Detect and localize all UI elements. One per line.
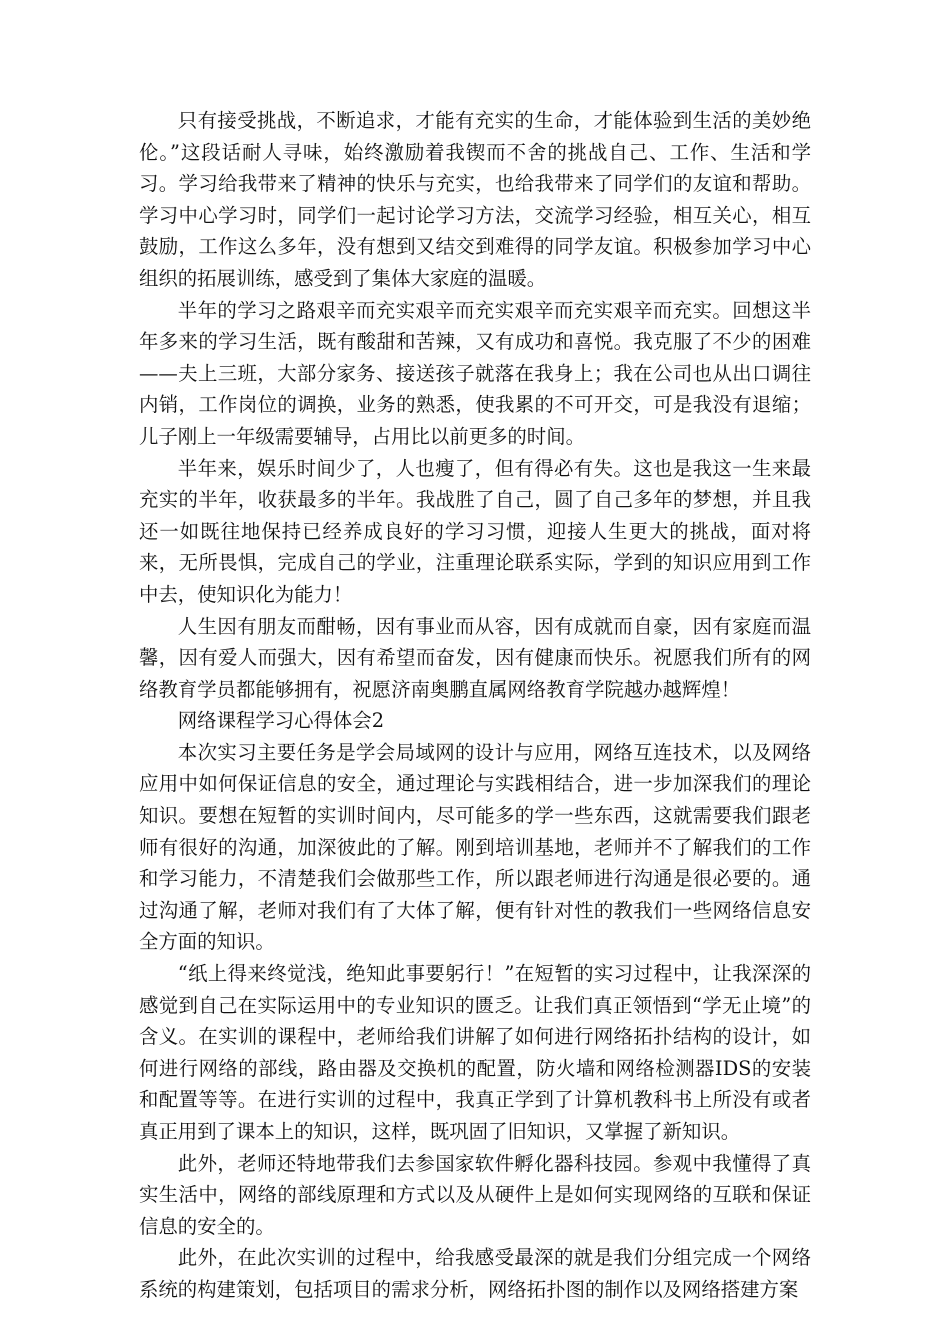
document-body bbox=[139, 105, 811, 1306]
paragraph: “纸上得来终觉浅，绝知此事要躬行！”在短暂的实习过程中，让我深深的感觉到自己在实际运用中的专业知识的匮乏。让我们真正领悟到“学无止境”的含义。在实训的课程中，老师给我们讲解了如何进行网络拓扑结构的设计，如何进行网络的部线，路由器及交换机的配置，防火墙和网络检测器IDS的安装和配置等等。在进行实训的过程中，我真正学到了计算机教科书上所没有或者真正用到了课本上的知识，这样，既巩固了旧知识，又掌握了新知识。 bbox=[139, 962, 811, 1143]
paragraph: 半年的学习之路艰辛而充实艰辛而充实艰辛而充实艰辛而充实。回想这半年多来的学习生活，既有酸甜和苦辣，又有成功和喜悦。我克服了不少的困难——夫上三班，大部分家务、接送孩子就落在我身上；我在公司也从出口调往内销，工作岗位的调换，业务的熟悉，使我累的不可开交，可是我没有退缩；儿子刚上一年级需要辅导，占用比以前更多的时间。 bbox=[139, 298, 811, 448]
paragraph: 半年来，娱乐时间少了，人也瘦了，但有得必有失。这也是我这一生来最充实的半年，收获最多的半年。我战胜了自己，圆了自己多年的梦想，并且我还一如既往地保持已经养成良好的学习习惯，迎接人生更大的挑战，面对将来，无所畏惧，完成自己的学业，注重理论联系实际，学到的知识应用到工作中去，使知识化为能力！ bbox=[139, 456, 811, 606]
section-heading: 网络课程学习心得体会2 bbox=[177, 709, 385, 733]
paragraph: 只有接受挑战，不断追求，才能有充实的生命，才能体验到生活的美妙绝伦。”这段话耐人寻味，始终激励着我锲而不舍的挑战自己、工作、生活和学习。学习给我带来了精神的快乐与充实，也给我带来了同学们的友谊和帮助。学习中心学习时，同学们一起讨论学习方法，交流学习经验，相互关心，相互鼓励，工作这么多年，没有想到又结交到难得的同学友谊。积极参加学习中心组织的拓展训练，感受到了集体大家庭的温暖。 bbox=[139, 109, 811, 290]
paragraph: 本次实习主要任务是学会局域网的设计与应用，网络互连技术，以及网络应用中如何保证信息的安全，通过理论与实践相结合，进一步加深我们的理论知识。要想在短暂的实训时间内，尽可能多的学一些东西，这就需要我们跟老师有很好的沟通，加深彼此的了解。刚到培训基地，老师并不了解我们的工作和学习能力，不清楚我们会做那些工作，所以跟老师进行沟通是很必要的。通过沟通了解，老师对我们有了大体了解，便有针对性的教我们一些网络信息安全方面的知识。 bbox=[139, 740, 811, 954]
paragraph: 此外，老师还特地带我们去参国家软件孵化器科技园。参观中我懂得了真实生活中，网络的部线原理和方式以及从硬件上是如何实现网络的互联和保证信息的安全的。 bbox=[139, 1151, 811, 1238]
paragraph: 人生因有朋友而酣畅，因有事业而从容，因有成就而自豪，因有家庭而温馨，因有爱人而强大，因有希望而奋发，因有健康而快乐。祝愿我们所有的网络教育学员都能够拥有，祝愿济南奥鹏直属网络教育学院越办越辉煌！ bbox=[139, 614, 811, 701]
paragraph: 此外，在此次实训的过程中，给我感受最深的就是我们分组完成一个网络系统的构建策划，包括项目的需求分析，网络拓扑图的制作以及网络搭建方案 bbox=[139, 1246, 811, 1301]
